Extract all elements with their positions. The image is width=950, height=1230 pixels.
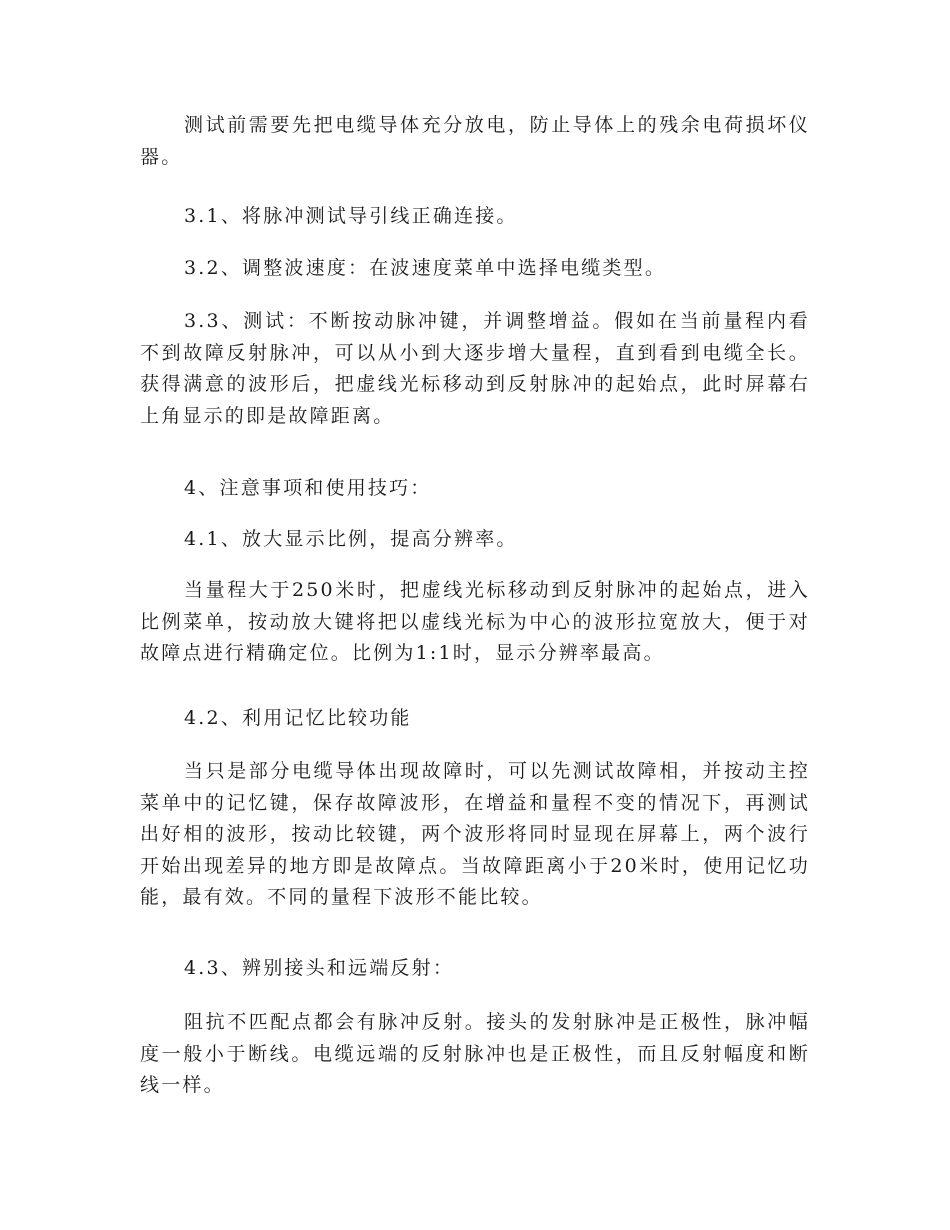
paragraph-step-3-2: 3.2、调整波速度：在波速度菜单中选择电缆类型。 — [184, 257, 667, 279]
paragraph-step-3-1: 3.1、将脉冲测试导引线正确连接。 — [184, 205, 518, 227]
paragraph-discharge-note: 测试前需要先把电缆导体充分放电，防止导体上的残余电荷损坏仪器。 — [140, 114, 810, 168]
subheading-4-1: 4.1、放大显示比例，提高分辨率。 — [184, 528, 518, 550]
paragraph-reflection-identification: 阻抗不匹配点都会有脉冲反射。接头的发射脉冲是正极性，脉冲幅度一般小于断线。电缆远端的反射脉冲也是正极性，而且反射幅度和断线一样。 — [140, 1011, 810, 1096]
paragraph-zoom-tip: 当量程大于250米时，把虚线光标移动到反射脉冲的起始点，进入比例菜单，按动放大键将把以虚线光标为中心的波形拉宽放大，便于对故障点进行精确定位。比例为1:1时，显示分辨率最高。 — [140, 579, 810, 664]
section-heading-4: 4、注意事项和使用技巧： — [184, 477, 432, 499]
subheading-4-3: 4.3、辨别接头和远端反射： — [184, 957, 455, 979]
subheading-4-2: 4.2、利用记忆比较功能 — [184, 707, 412, 729]
paragraph-step-3-3: 3.3、测试：不断按动脉冲键，并调整增益。假如在当前量程内看不到故障反射脉冲，可以从小到大逐步增大量程，直到看到电缆全长。获得满意的波形后，把虚线光标移动到反射脉冲的起始点，此时屏幕右上角显示的即是故障距离。 — [140, 310, 810, 427]
paragraph-memory-compare: 当只是部分电缆导体出现故障时，可以先测试故障相，并按动主控菜单中的记忆键，保存故障波形，在增益和量程不变的情况下，再测试出好相的波形，按动比较键，两个波形将同时显现在屏幕上，两个波行开始出现差异的地方即是故障点。当故障距离小于20米时，使用记忆功能，最有效。不同的量程下波形不能比较。 — [140, 760, 810, 908]
